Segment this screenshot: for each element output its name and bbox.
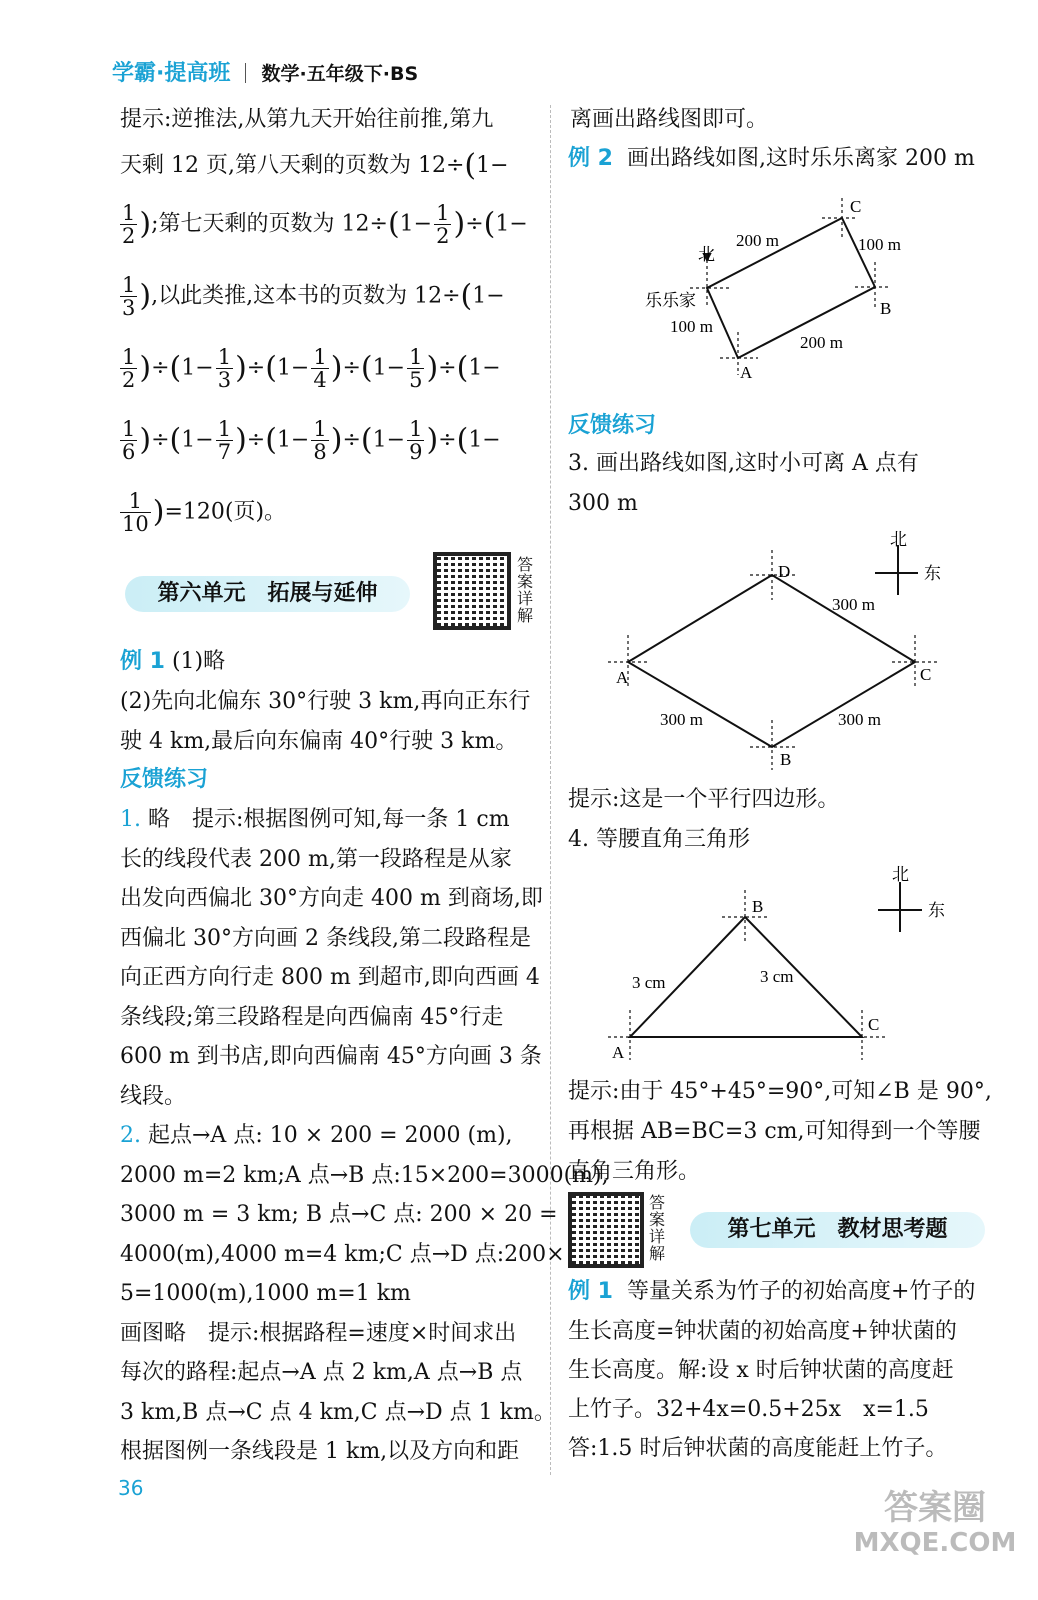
- unit6-title: 第六单元 拓展与延伸: [125, 576, 410, 612]
- qr-code-left[interactable]: [433, 552, 511, 630]
- unit7-example-1-line-5: 答:1.5 时后钟状菌的高度能赶上竹子。: [568, 1436, 948, 1461]
- hint-3: 提示:这是一个平行四边形。: [568, 787, 840, 812]
- question-1-line-1: 1. 略 提示:根据图例可知,每一条 1 cm: [120, 807, 510, 832]
- feedback-heading-right: 反馈练习: [568, 413, 657, 438]
- fig1-label-bottom: 200 m: [800, 333, 843, 352]
- unit7-example-1-line-2: 生长高度=钟状菌的初始高度+钟状菌的: [568, 1319, 957, 1344]
- fig3-north: 北: [892, 865, 909, 884]
- header: [112, 56, 418, 90]
- fig1-c: C: [850, 197, 862, 216]
- watermark-bottom: MXQE.COM: [853, 1528, 1017, 1558]
- question-1-line-3: 出发向西偏北 30°方向走 400 m 到商场,即: [120, 886, 543, 911]
- route-figure-2: [600, 525, 980, 775]
- route-polygon: [707, 218, 875, 358]
- fig2-label-top: 300 m: [832, 595, 875, 614]
- question-2-line-7: 每次的路程:起点→A 点 2 km,A 点→B 点: [120, 1360, 523, 1385]
- hint-4-line-2: 再根据 AB=BC=3 cm,可知得到一个等腰: [568, 1119, 981, 1144]
- question-1-line-7: 600 m 到书店,即向西偏南 45°方向画 3 条: [120, 1044, 542, 1069]
- unit7-title: 第七单元 教材思考题: [690, 1212, 985, 1248]
- fig1-label-left: 100 m: [670, 317, 713, 336]
- qr-code-right[interactable]: [568, 1192, 644, 1268]
- qr-label-right: 答案详解: [648, 1193, 665, 1263]
- header-subject: 数学·五年级下·BS: [261, 63, 419, 85]
- question-1-line-4: 西偏北 30°方向画 2 条线段,第二段路程是: [120, 925, 531, 951]
- fig2-east: 东: [924, 564, 941, 583]
- fig2-a: A: [616, 668, 629, 687]
- page-number: 36: [118, 1476, 144, 1500]
- fig2-d: D: [778, 562, 791, 581]
- continued-text: 离画出路线图即可。: [570, 107, 769, 132]
- fig2-north: 北: [890, 530, 907, 549]
- hint-line-5: $\frac{1}{2}$ )÷(1− $\frac{1}{3}$ )÷(1− $\frac{1}{4}$ )÷(1− $\frac{1}{5}$ )÷(1−: [122, 345, 501, 392]
- fig1-home: 乐乐家: [645, 291, 696, 310]
- fig3-label-ab: 3 cm: [632, 973, 666, 992]
- question-3-line-1: 3. 画出路线如图,这时小可离 A 点有: [568, 451, 919, 476]
- question-1-line-2: 长的线段代表 200 m,第一段路程是从家: [120, 846, 512, 872]
- hint-line-2: 天剩 12 页,第八天剩的页数为 12÷(1−: [120, 148, 509, 183]
- fig2-c: C: [920, 665, 932, 684]
- fig2-label-bottom-left: 300 m: [660, 710, 703, 729]
- question-2-line-8: 3 km,B 点→C 点 4 km,C 点→D 点 1 km。: [120, 1399, 556, 1425]
- brand-logo: 学霸·提高班: [112, 61, 231, 86]
- question-2-line-2: 2000 m=2 km;A 点→B 点:15×200=3000(m),: [120, 1162, 609, 1188]
- fig3-b: B: [752, 897, 764, 916]
- unit7-example-1-line-1: 例 1 等量关系为竹子的初始高度+竹子的: [568, 1279, 976, 1304]
- question-2-line-9: 根据图例一条线段是 1 km,以及方向和距: [120, 1439, 520, 1464]
- example-1-line-1: 例 1 (1)略: [120, 649, 226, 674]
- fig3-label-bc: 3 cm: [760, 967, 794, 986]
- question-2-line-3: 3000 m = 3 km; B 点→C 点: 200 × 20 =: [120, 1202, 558, 1227]
- example-1-line-3: 驶 4 km,最后向东偏南 40°行驶 3 km。: [120, 729, 518, 754]
- fig1-label-right: 100 m: [858, 235, 901, 254]
- question-2-number: 2.: [120, 1123, 141, 1148]
- question-2-line-6: 画图略 提示:根据路程=速度×时间求出: [120, 1320, 517, 1346]
- triangle-figure: [600, 860, 980, 1070]
- question-1-line-6: 条线段;第三段路程是向西偏南 45°行走: [120, 1004, 504, 1030]
- hint-line-6: $\frac{1}{6}$ )÷(1− $\frac{1}{7}$ )÷(1− $\frac{1}{8}$ )÷(1− $\frac{1}{9}$ )÷(1−: [122, 417, 501, 464]
- question-2-line-5: 5=1000(m),1000 m=1 km: [120, 1281, 411, 1306]
- question-1-line-5: 向正西方向行走 800 m 到超市,即向西画 4: [120, 965, 540, 990]
- fig2-label-bottom-right: 300 m: [838, 710, 881, 729]
- unit7-example-1-line-3: 生长高度。解:设 x 时后钟状菌的高度赶: [568, 1358, 954, 1383]
- question-1-line-8: 线段。: [120, 1083, 187, 1109]
- hint-line-7: $\frac{1}{10}$ )=120(页)。: [122, 489, 287, 536]
- qr-label-left: 答案详解: [516, 555, 533, 625]
- question-2-line-4: 4000(m),4000 m=4 km;C 点→D 点:200×: [120, 1241, 565, 1267]
- example-2: 例 2 画出路线如图,这时乐乐离家 200 m: [568, 146, 975, 171]
- fig1-b: B: [880, 299, 892, 318]
- fig1-a: A: [740, 363, 753, 382]
- unit7-example-1-line-4: 上竹子。32+4x=0.5+25x x=1.5: [568, 1397, 929, 1422]
- fig3-c: C: [868, 1015, 880, 1034]
- hint-line-4: $\frac{1}{3}$ ),以此类推,这本书的页数为 12÷(1−: [122, 273, 505, 320]
- header-divider: [245, 63, 246, 83]
- hint-4-line-1: 提示:由于 45°+45°=90°,可知∠B 是 90°,: [568, 1079, 992, 1104]
- question-1-number: 1.: [120, 807, 141, 832]
- watermark: [840, 1488, 1030, 1558]
- example-1-line-2: (2)先向北偏东 30°行驶 3 km,再向正东行: [120, 689, 531, 714]
- hint-line-3: $\frac{1}{2}$ );第七天剩的页数为 12÷(1− $\frac{1}{2}$ )÷(1−: [122, 201, 528, 248]
- watermark-top: 答案圈: [884, 1488, 986, 1528]
- fig1-north: 北: [698, 245, 715, 264]
- column-divider: [550, 105, 551, 1475]
- question-2-line-1: 2. 起点→A 点: 10 × 200 = 2000 (m),: [120, 1123, 513, 1148]
- question-3-line-2: 300 m: [568, 491, 638, 516]
- fig2-b: B: [780, 750, 792, 769]
- fig3-east: 东: [928, 901, 945, 920]
- feedback-heading-left: 反馈练习: [120, 767, 209, 792]
- question-4: 4. 等腰直角三角形: [568, 827, 750, 852]
- route-figure-1: [640, 190, 920, 390]
- hint-4-line-3: 直角三角形。: [568, 1159, 701, 1184]
- fig1-label-top: 200 m: [736, 231, 779, 250]
- fig3-a: A: [612, 1043, 625, 1062]
- hint-line-1: 提示:逆推法,从第九天开始往前推,第九: [120, 107, 494, 132]
